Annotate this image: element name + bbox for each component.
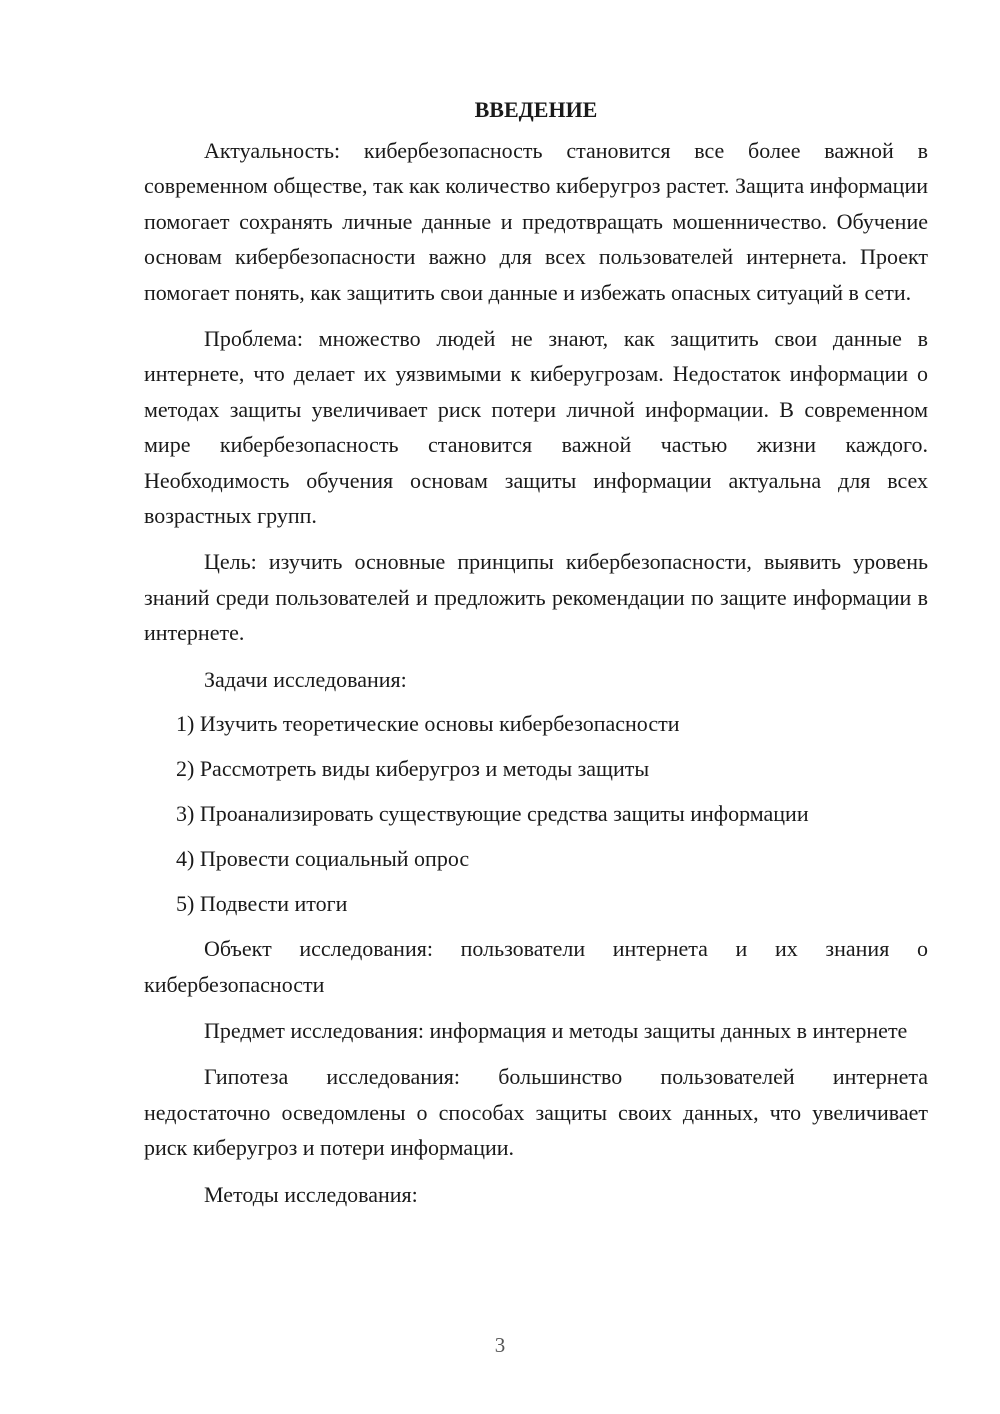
goal-paragraph: Цель: изучить основные принципы кибербезопасности, выявить уровень знаний среди пользователей и предложить рекомендации по защите информации в интернете. bbox=[144, 549, 928, 646]
problem-paragraph: Проблема: множество людей не знают, как защитить свои данные в интернете, что делает их уязвимыми к киберугрозам. Недостаток информации о методах защиты увеличивает риск потери личной информации. В современном мире кибербезопасность становится важной частью жизни каждого. Необходимость обучения основам защиты информации актуальна для всех возрастных групп. bbox=[144, 326, 928, 529]
methods-label: Методы исследования: bbox=[204, 1181, 418, 1207]
subject-paragraph: Предмет исследования: информация и методы защиты данных в интернете bbox=[204, 1017, 908, 1043]
task-item: 5) Подвести итоги bbox=[176, 891, 348, 917]
task-item: 3) Проанализировать существующие средства защиты информации bbox=[176, 801, 809, 827]
object-paragraph: Объект исследования: пользователи интернета и их знания о кибербезопасности bbox=[144, 936, 928, 997]
section-heading: ВВЕДЕНИЕ bbox=[474, 97, 598, 122]
task-item: 4) Провести социальный опрос bbox=[176, 846, 470, 872]
page-content bbox=[144, 92, 928, 1223]
tasks-label: Задачи исследования: bbox=[204, 666, 407, 692]
task-item: 2) Рассмотреть виды киберугроз и методы защиты bbox=[176, 756, 650, 782]
task-item: 1) Изучить теоретические основы кибербезопасности bbox=[176, 711, 680, 737]
page-number: 3 bbox=[494, 1333, 506, 1357]
hypothesis-paragraph: Гипотеза исследования: большинство пользователей интернета недостаточно осведомлены о способах защиты своих данных, что увеличивает риск киберугроз и потери информации. bbox=[144, 1064, 928, 1161]
relevance-paragraph: Актуальность: кибербезопасность становится все более важной в современном обществе, так как количество киберугроз растет. Защита информации помогает сохранять личные данные и предотвращать мошенничество. Обучение основам кибербезопасности важно для всех пользователей интернета. Проект помогает понять, как защитить свои данные и избежать опасных ситуаций в сети. bbox=[144, 138, 928, 305]
